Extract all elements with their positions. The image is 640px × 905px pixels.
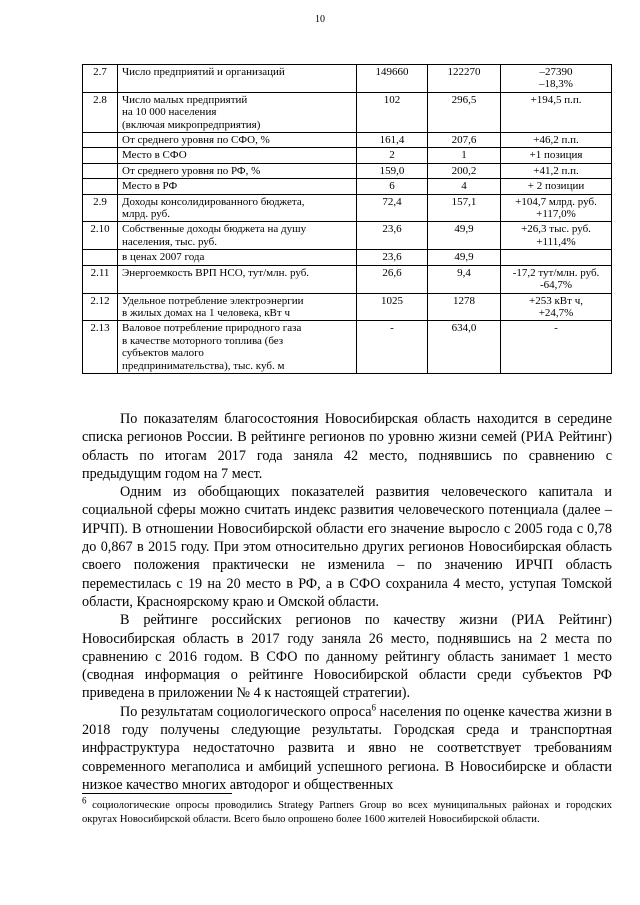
- indicator-name-cell: [118, 179, 357, 194]
- table-row: [83, 163, 612, 178]
- row-number-cell: 2.8: [83, 92, 118, 132]
- table-row: [83, 293, 612, 321]
- indicator-name-cell-line: в качестве моторного топлива (без: [122, 334, 284, 347]
- row-number-cell: 2.13: [83, 321, 118, 374]
- value-end-cell: 296,5: [428, 92, 501, 132]
- row-number-cell: [83, 250, 118, 265]
- value-start-cell: 159,0: [357, 163, 428, 178]
- indicator-name-cell: [118, 133, 357, 148]
- change-cell: [501, 65, 612, 93]
- change-cell: [501, 163, 612, 178]
- change-cell-line: +253 кВт ч,: [529, 294, 583, 307]
- change-cell-line: +104,7 млрд. руб.: [515, 195, 597, 208]
- indicator-name-cell: [118, 321, 357, 374]
- table-row: [83, 250, 612, 265]
- indicator-name-cell: [118, 265, 357, 293]
- value-start-cell: 2: [357, 148, 428, 163]
- change-cell-line: +111,4%: [536, 235, 576, 248]
- indicator-name-cell-line: в жилых домах на 1 человека, кВт ч: [122, 306, 290, 319]
- value-end-cell: 200,2: [428, 163, 501, 178]
- change-cell-line: + 2 позиции: [527, 180, 585, 193]
- change-cell-line: +46,2 п.п.: [533, 134, 579, 147]
- indicator-name-cell-line: Удельное потребление электроэнергии: [122, 294, 304, 307]
- change-cell-line: +194,5 п.п.: [530, 93, 582, 106]
- table-row: [83, 194, 612, 222]
- change-cell: [501, 133, 612, 148]
- row-number-cell: 2.9: [83, 194, 118, 222]
- table-row: [83, 92, 612, 132]
- table-row: [83, 133, 612, 148]
- indicator-name-cell-line: Место в СФО: [122, 149, 187, 162]
- table-row: [83, 148, 612, 163]
- value-end-cell: 157,1: [428, 194, 501, 222]
- value-start-cell: 26,6: [357, 265, 428, 293]
- change-cell-line: +117,0%: [536, 208, 576, 221]
- indicator-name-cell-line: Валовое потребление природного газа: [122, 322, 302, 335]
- change-cell-line: -: [554, 322, 558, 335]
- value-start-cell: 1025: [357, 293, 428, 321]
- value-end-cell: 4: [428, 179, 501, 194]
- indicator-name-cell: [118, 148, 357, 163]
- change-cell: [501, 293, 612, 321]
- table-row: [83, 265, 612, 293]
- change-cell-line: +41,2 п.п.: [533, 164, 579, 177]
- row-number-cell: 2.11: [83, 265, 118, 293]
- value-start-cell: 72,4: [357, 194, 428, 222]
- value-start-cell: 149660: [357, 65, 428, 93]
- indicator-name-cell-line: предпринимательства), тыс. куб. м: [122, 359, 285, 372]
- indicator-name-cell-line: млрд. руб.: [122, 208, 170, 221]
- value-start-cell: 102: [357, 92, 428, 132]
- change-cell-line: -17,2 тут/млн. руб.: [512, 266, 600, 279]
- survey-text-rest: населения по оценке качества жизни в 2018 году получены следующие результаты. Городская среда и транспортная инфраструктура недостаточно развита и явно не соответствует требованиям современного мегаполиса и амбиций успешного региона. В Новосибирске и области низкое качество многих автодорог и общественных: [82, 703, 612, 793]
- indicator-name-cell-line: субъектов малого: [122, 347, 204, 360]
- indicator-name-cell-line: Число предприятий и организаций: [122, 66, 285, 78]
- indicator-name-cell: [118, 222, 357, 250]
- value-start-cell: 6: [357, 179, 428, 194]
- change-cell: [501, 148, 612, 163]
- change-cell: [501, 194, 612, 222]
- value-end-cell: 207,6: [428, 133, 501, 148]
- indicator-name-cell-line: Энергоемкость ВРП НСО, тут/млн. руб.: [122, 266, 310, 279]
- paragraph-welfare-rating: По показателям благосостояния Новосибирская область находится в середине списка регионов России. В рейтинге регионов по уровню жизни семей (РИА Рейтинг) область по итогам 2017 года заняла 42 место, поднявшись по сравнению с предыдущим годом на 7 мест.: [82, 411, 612, 482]
- paragraph-hdi: Одним из обобщающих показателей развития человеческого капитала и социальной сферы можно считать индекс развития человеческого потенциала (далее – ИРЧП). В отношении Новосибирской области его значение выросло с 2005 года с 0,78 до 0,867 в 2015 году. При этом относительно других регионов Новосибирская область своего положения практически не изменила – по значению ИРЧП область переместилась с 19 на 20 место в РФ, а в СФО сохранила 4 место, уступая Томской области, Красноярскому краю и Омской области.: [82, 484, 612, 610]
- table-row: [83, 321, 612, 374]
- table-row: [83, 179, 612, 194]
- indicator-name-cell-line: в ценах 2007 года: [122, 251, 205, 264]
- footnote-divider: [82, 793, 232, 794]
- row-number-cell: 2.10: [83, 222, 118, 250]
- table-row: [83, 65, 612, 93]
- row-number-cell: [83, 133, 118, 148]
- indicators-table: [82, 64, 612, 374]
- indicator-name-cell: [118, 163, 357, 178]
- indicator-name-cell-line: (включая микропредприятия): [122, 118, 261, 131]
- indicator-name-cell-line: Собственные доходы бюджета на душу: [122, 223, 307, 236]
- indicator-name-cell-line: От среднего уровня по СФО, %: [122, 134, 270, 147]
- indicator-name-cell: [118, 250, 357, 265]
- change-cell: [501, 321, 612, 374]
- table-row: [83, 222, 612, 250]
- row-number-cell: [83, 148, 118, 163]
- change-cell-line: -64,7%: [539, 279, 573, 292]
- row-number-cell: [83, 163, 118, 178]
- indicator-name-cell: [118, 293, 357, 321]
- value-end-cell: 122270: [428, 65, 501, 93]
- footnote-mark: 6: [82, 795, 87, 806]
- footnote: [82, 795, 612, 827]
- indicator-name-cell: [118, 194, 357, 222]
- value-end-cell: 49,9: [428, 222, 501, 250]
- survey-text-start: По результатам социологического опроса: [120, 703, 372, 720]
- indicator-name-cell: [118, 65, 357, 93]
- value-start-cell: 23,6: [357, 250, 428, 265]
- page-number: 10: [315, 14, 325, 25]
- paragraph-survey-results: [82, 703, 612, 794]
- indicator-name-cell-line: Число малых предприятий: [122, 93, 248, 106]
- indicator-name-cell-line: Место в РФ: [122, 180, 178, 193]
- indicator-name-cell-line: населения, тыс. руб.: [122, 235, 218, 248]
- value-end-cell: 1: [428, 148, 501, 163]
- change-cell: [501, 179, 612, 194]
- row-number-cell: 2.12: [83, 293, 118, 321]
- change-cell: [501, 250, 612, 265]
- value-end-cell: 49,9: [428, 250, 501, 265]
- value-end-cell: 634,0: [428, 321, 501, 374]
- row-number-cell: 2.7: [83, 65, 118, 93]
- indicator-name-cell-line: От среднего уровня по РФ, %: [122, 164, 261, 177]
- value-start-cell: -: [357, 321, 428, 374]
- indicator-name-cell-line: на 10 000 населения: [122, 106, 217, 119]
- value-end-cell: 9,4: [428, 265, 501, 293]
- change-cell-line: –18,3%: [539, 78, 573, 91]
- value-start-cell: 161,4: [357, 133, 428, 148]
- footnote-reference[interactable]: 6: [371, 702, 376, 713]
- row-number-cell: [83, 179, 118, 194]
- change-cell: [501, 92, 612, 132]
- change-cell-line: +26,3 тыс. руб.: [521, 223, 591, 236]
- body-text: [82, 410, 612, 794]
- indicator-name-cell-line: Доходы консолидированного бюджета,: [122, 195, 305, 208]
- change-cell-line: +24,7%: [538, 306, 574, 319]
- change-cell: [501, 265, 612, 293]
- value-start-cell: 23,6: [357, 222, 428, 250]
- paragraph-quality-of-life-rating: В рейтинге российских регионов по качеству жизни (РИА Рейтинг) Новосибирская область в 2017 году заняла 26 место, поднявшись на 2 места по сравнению с 2016 годом. В СФО по данному рейтингу область занимает 1 место (сводная информация о рейтинге Новосибирской области среди субъектов РФ приведена в приложении № 4 к настоящей стратегии).: [82, 612, 612, 702]
- footnote-text: социологические опросы проводились Strategy Partners Group во всех муниципальных районах и городских округах Новосибирской области. Всего было опрошено более 1600 жителей Новосибирской области.: [82, 800, 612, 825]
- indicator-name-cell: [118, 92, 357, 132]
- change-cell-line: +1 позиция: [529, 149, 583, 162]
- change-cell: [501, 222, 612, 250]
- change-cell-line: –27390: [539, 66, 573, 78]
- value-end-cell: 1278: [428, 293, 501, 321]
